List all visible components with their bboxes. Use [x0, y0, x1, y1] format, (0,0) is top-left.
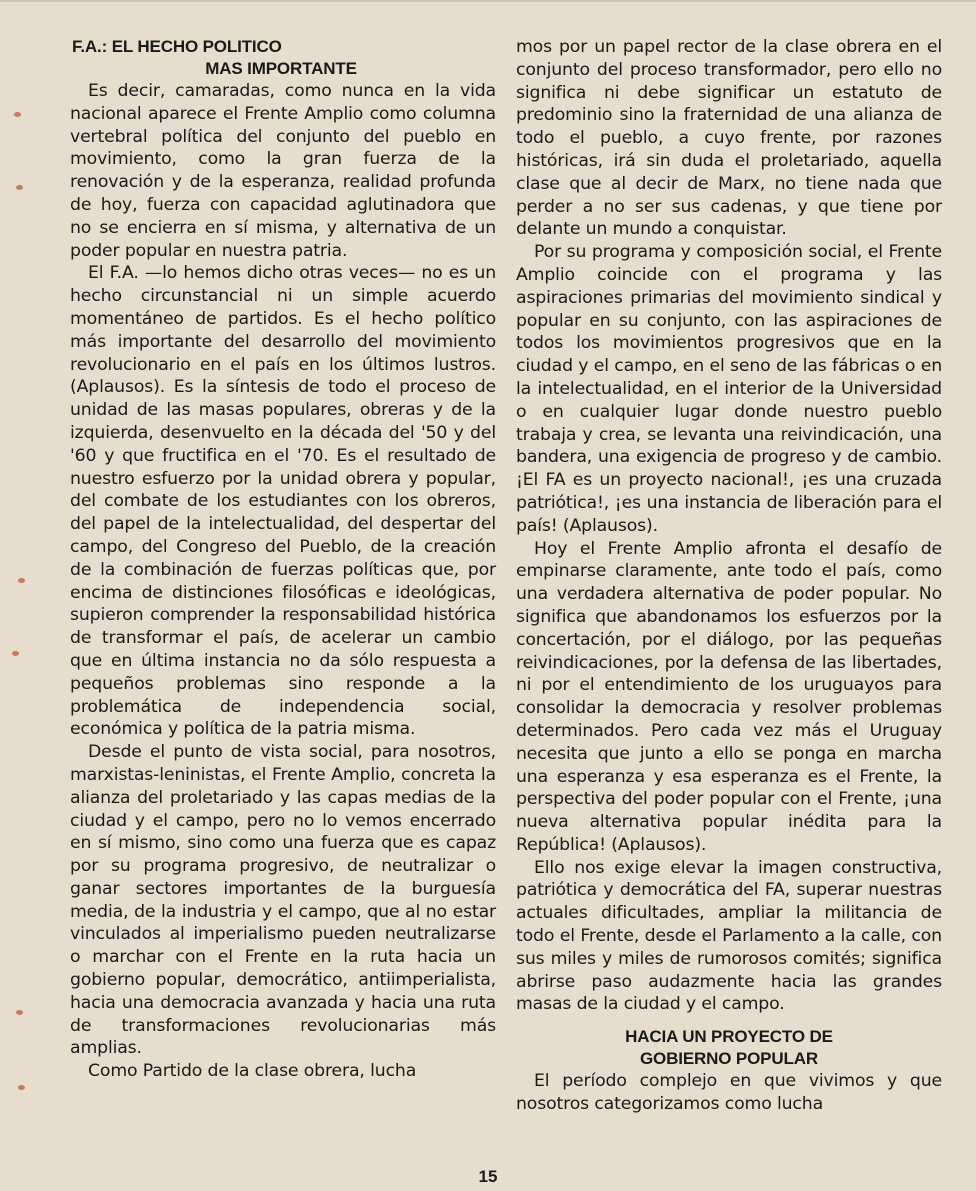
- paragraph: Ello nos exige elevar la imagen constructiva, patriótica y democrática del FA, superar nuestras actuales dificultades, ampliar la militancia de todo el Frente, desde el Parlamento a la calle, con sus miles y miles de rumorosos comités; significa abrirse paso audazmente hacia las grandes masas de la ciudad y el campo.: [516, 857, 942, 1015]
- page-number: 15: [478, 1167, 498, 1186]
- margin-stain: [16, 185, 23, 190]
- left-column: [70, 36, 496, 1083]
- paragraph: Como Partido de la clase obrera, lucha: [88, 1061, 417, 1082]
- margin-stain: [14, 112, 21, 117]
- section-heading-2-line2: GOBIERNO POPULAR: [639, 1049, 818, 1069]
- margin-stain: [18, 578, 25, 583]
- margin-stain: [18, 1085, 25, 1090]
- paragraph: Por su programa y composición social, el Frente Amplio coincide con el programa y las aspiraciones primarias del movimiento sindical y popular en su conjunto, con las aspiraciones de todos los movimientos progresivos que en la ciudad y el campo, en el seno de las fábricas o en la intelectualidad, en el interior de la Universidad o en cualquier lugar donde nuestro pueblo trabaja y crea, se levanta una reivindicación, una bandera, una exigencia de progreso y de cambio. ¡El FA es un proyecto nacional!, ¡es una cruzada patriótica!, ¡es una instancia de liberación para el país! (Aplausos).: [516, 242, 942, 536]
- paragraph: Es decir, camaradas, como nunca en la vida nacional aparece el Frente Amplio como columna vertebral política del conjunto del pueblo en movimiento, como la gran fuerza de la renovación y de la esperanza, realidad profunda de hoy, fuerza con capacidad aglutinadora que no se encierra en sí misma, y alternativa de un poder popular en nuestra patria.: [70, 81, 496, 261]
- paragraph: El F.A. —lo hemos dicho otras veces— no es un hecho circunstancial ni un simple acuerdo momentáneo de partidos. Es el hecho político más importante del desarrollo del movimiento revolucionario en el país en los últimos lustros. (Aplausos). Es la síntesis de todo el proceso de unidad de las masas populares, obreras y de la izquierda, desenvuelto en la década del '50 y del '60 y que fructifica en el '70. Es el resultado de nuestro esfuerzo por la unidad obrera y popular, del combate de los estudiantes con los obreros, del papel de la intelectualidad, del despertar del campo, del Congreso del Pueblo, de la creación de la combinación de fuerzas políticas que, por encima de distinciones filosóficas e ideológicas, supieron comprender la responsabilidad histórica de transformar el país, de acelerar un cambio que en última instancia no da sólo respuesta a pequeños problemas sino responde a la problemática de independencia social, económica y política de la patria misma.: [70, 263, 496, 740]
- paragraph: Hoy el Frente Amplio afronta el desafío de empinarse claramente, ante todo el país, como una verdadera alternativa de poder popular. No significa que abandonamos los esfuerzos por la concertación, por el diálogo, por las pequeñas reivindicaciones, por la defensa de las libertades, ni por el entendimiento de los uruguayos para consolidar la democracia y resolver problemas determinados. Pero cada vez más el Uruguay necesita que junto a ello se ponga en marcha una esperanza y esa esperanza es el Frente, la perspectiva del poder popular con el Frente, ¡una nueva alternativa popular inédita para la República! (Aplausos).: [516, 538, 942, 855]
- paragraph: Desde el punto de vista social, para nosotros, marxistas-leninistas, el Frente Amplio, concreta la alianza del proletariado y las capas medias de la ciudad y el campo, pero no lo vemos encerrado en sí mismo, sino como una fuerza que es capaz por su programa progresivo, de neutralizar o ganar sectores importantes de la burguesía media, de la industria y el campo, que al no estar vinculados al imperialismo pueden neutralizarse o marchar con el Frente en la ruta hacia un gobierno popular, democrático, antiimperialista, hacia una democracia avanzada y hacia una ruta de transformaciones revolucionarias más amplias.: [70, 742, 496, 1059]
- margin-stain: [12, 651, 19, 656]
- right-column: [516, 36, 942, 1116]
- section-heading-line2: MAS IMPORTANTE: [205, 59, 357, 78]
- section-heading: [70, 36, 496, 80]
- section-heading-2: [516, 1026, 942, 1070]
- section-heading-line1: F.A.: EL HECHO POLITICO: [72, 37, 282, 56]
- paragraph: El período complejo en que vivimos y que nosotros categorizamos como lucha: [516, 1071, 942, 1115]
- paragraph-continued: mos por un papel rector de la clase obrera en el conjunto del proceso transformador, pero ello no significa ni debe significar un estatuto de predominio sino la fraternidad de una alianza de todo el pueblo, a cuyo frente, por razones históricas, irá sin duda el proletariado, aquella clase que al decir de Marx, no tiene nada que perder a no ser sus cadenas, y que tiene por delante un mundo a conquistar.: [516, 37, 942, 240]
- margin-stain: [16, 1010, 23, 1015]
- section-heading-2-line1: HACIA UN PROYECTO DE: [625, 1027, 833, 1047]
